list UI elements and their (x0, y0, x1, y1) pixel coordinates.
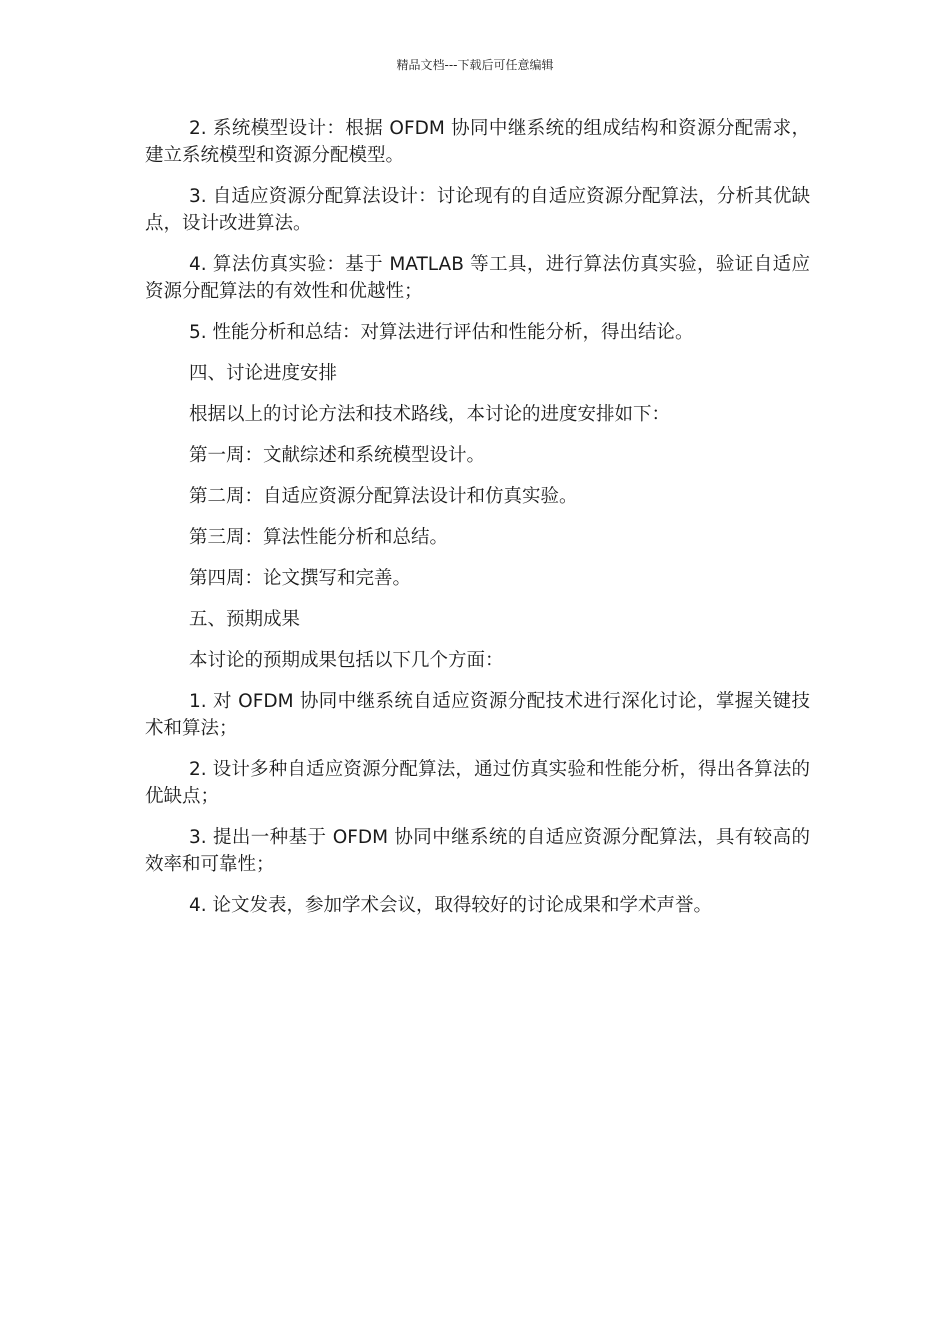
item-simulation-experiment: 4. 算法仿真实验：基于 MATLAB 等工具，进行算法仿真实验，验证自适应资源分配算法的有效性和优越性； (145, 254, 810, 302)
item-performance-analysis: 5. 性能分析和总结：对算法进行评估和性能分析，得出结论。 (189, 322, 694, 343)
page-header: 精品文档---下载后可任意编辑 (396, 58, 554, 72)
item-system-model-design: 2. 系统模型设计：根据 OFDM 协同中继系统的组成结构和资源分配需求，建立系统模型和资源分配模型。 (145, 118, 810, 166)
expected-result-3: 3. 提出一种基于 OFDM 协同中继系统的自适应资源分配算法，具有较高的效率和可靠性； (145, 827, 810, 875)
schedule-intro: 根据以上的讨论方法和技术路线，本讨论的进度安排如下： (189, 404, 671, 425)
expected-result-1: 1. 对 OFDM 协同中继系统自适应资源分配技术进行深化讨论，掌握关键技术和算法； (145, 691, 810, 739)
section-heading-expected-results: 五、预期成果 (189, 609, 301, 630)
item-adaptive-algorithm-design: 3. 自适应资源分配算法设计：讨论现有的自适应资源分配算法，分析其优缺点，设计改进算法。 (145, 186, 810, 234)
document-body (145, 115, 810, 933)
schedule-week-4: 第四周：论文撰写和完善。 (189, 568, 412, 589)
expected-results-intro: 本讨论的预期成果包括以下几个方面： (189, 650, 504, 671)
schedule-week-3: 第三周：算法性能分析和总结。 (189, 527, 449, 548)
schedule-week-1: 第一周：文献综述和系统模型设计。 (189, 445, 486, 466)
expected-result-2: 2. 设计多种自适应资源分配算法，通过仿真实验和性能分析，得出各算法的优缺点； (145, 759, 810, 807)
expected-result-4: 4. 论文发表，参加学术会议，取得较好的讨论成果和学术声誉。 (189, 895, 713, 916)
schedule-week-2: 第二周：自适应资源分配算法设计和仿真实验。 (189, 486, 578, 507)
section-heading-schedule: 四、讨论进度安排 (189, 363, 338, 384)
